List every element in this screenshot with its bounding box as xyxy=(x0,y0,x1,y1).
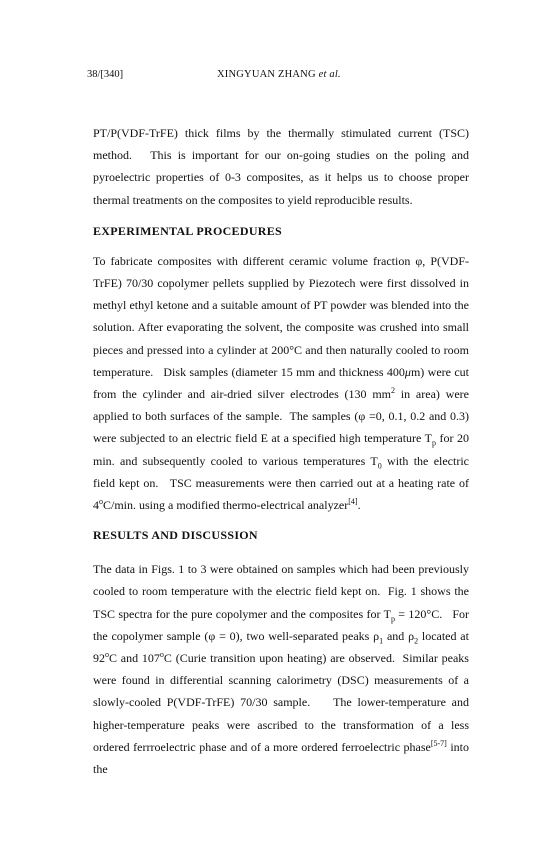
running-head xyxy=(217,69,341,80)
results-text-7: into the xyxy=(93,739,469,777)
article-body xyxy=(93,122,469,780)
experimental-text-1: To fabricate composites with different ceramic volume fraction φ, P(VDF-TrFE) 70/30 copolymer pellets supplied by Piezotech were first dissolved in methyl ethyl ketone and a suitable amount of PT powder was blended into the solution. After evaporating the solvent, the composite was crushed into small pieces and pressed into a cylinder at 200°C and then naturally cooled to room temperature. Disk samples (diameter 15 mm and thickness 400 xyxy=(93,253,469,379)
experimental-text-7: . xyxy=(357,498,361,513)
section-heading-results: RESULTS AND DISCUSSION xyxy=(93,528,258,543)
subscript-0: 0 xyxy=(377,461,382,471)
experimental-text-5: with the electric field kept on. TSC measurements were then carried out at a heating rate of 4 xyxy=(93,453,469,513)
results-text-3: and ρ xyxy=(383,628,415,643)
citation-ref-4: [4] xyxy=(348,497,358,507)
results-paragraph xyxy=(93,558,469,780)
intro-paragraph-continued: PT/P(VDF-TrFE) thick films by the thermally stimulated current (TSC) method. This is important for our on-going studies on the poling and pyroelectric properties of 0-3 composites, as it helps us to choose proper thermal treatments on the composites to yield reproducible results. xyxy=(93,126,469,207)
results-text-6: C (Curie transition upon heating) are observed. Similar peaks were found in differential scanning calorimetry (DSC) measurements of a slowly-cooled P(VDF-TrFE) 70/30 sample. The lower-temperature and higher-temperature peaks were ascribed to the transformation of a less ordered ferrroelectric phase and of a more ordered ferroelectric phase xyxy=(93,651,469,754)
subscript-p: p xyxy=(390,614,395,624)
results-text-4: located at 92 xyxy=(93,628,469,666)
results-text-5: C and 107 xyxy=(109,651,160,666)
subscript-1: 1 xyxy=(379,636,384,646)
superscript-squared: 2 xyxy=(391,386,395,396)
degree-superscript: o xyxy=(159,650,164,660)
micro-symbol: μ xyxy=(404,364,411,379)
degree-superscript: o xyxy=(105,650,109,660)
experimental-text-4: for 20 min. and subsequently cooled to various temperatures T xyxy=(93,431,469,468)
experimental-text-2: m) were cut from the cylinder and air-dried silver electrodes (130 mm xyxy=(93,364,469,402)
results-text-2: = 120°C. For the copolymer sample (φ = 0), two well-separated peaks ρ xyxy=(93,606,469,643)
page-folio: 38/[340] xyxy=(87,69,124,80)
subscript-2: 2 xyxy=(414,636,419,646)
results-text-1: The data in Figs. 1 to 3 were obtained on samples which had been previously cooled to room temperature with the electric field kept on. Fig. 1 shows the TSC spectra for the pure copolymer and the composites for T xyxy=(93,562,469,621)
running-head-author: XINGYUAN ZHANG xyxy=(217,69,316,80)
degree-superscript: o xyxy=(99,497,103,507)
experimental-text-3: in area) were applied to both surfaces of the sample. The samples (φ =0, 0.1, 0.2 and 0.3) were subjected to an electric field E at a specified high temperature T xyxy=(93,387,469,446)
subscript-p: p xyxy=(432,438,436,448)
section-heading-experimental: EXPERIMENTAL PROCEDURES xyxy=(93,223,283,238)
citation-ref-5-7: [5-7] xyxy=(430,738,447,748)
experimental-text-6: C/min. using a modified thermo-electrical analyzer xyxy=(103,498,349,513)
experimental-paragraph xyxy=(93,250,469,516)
running-head-etal: et al. xyxy=(318,69,341,80)
